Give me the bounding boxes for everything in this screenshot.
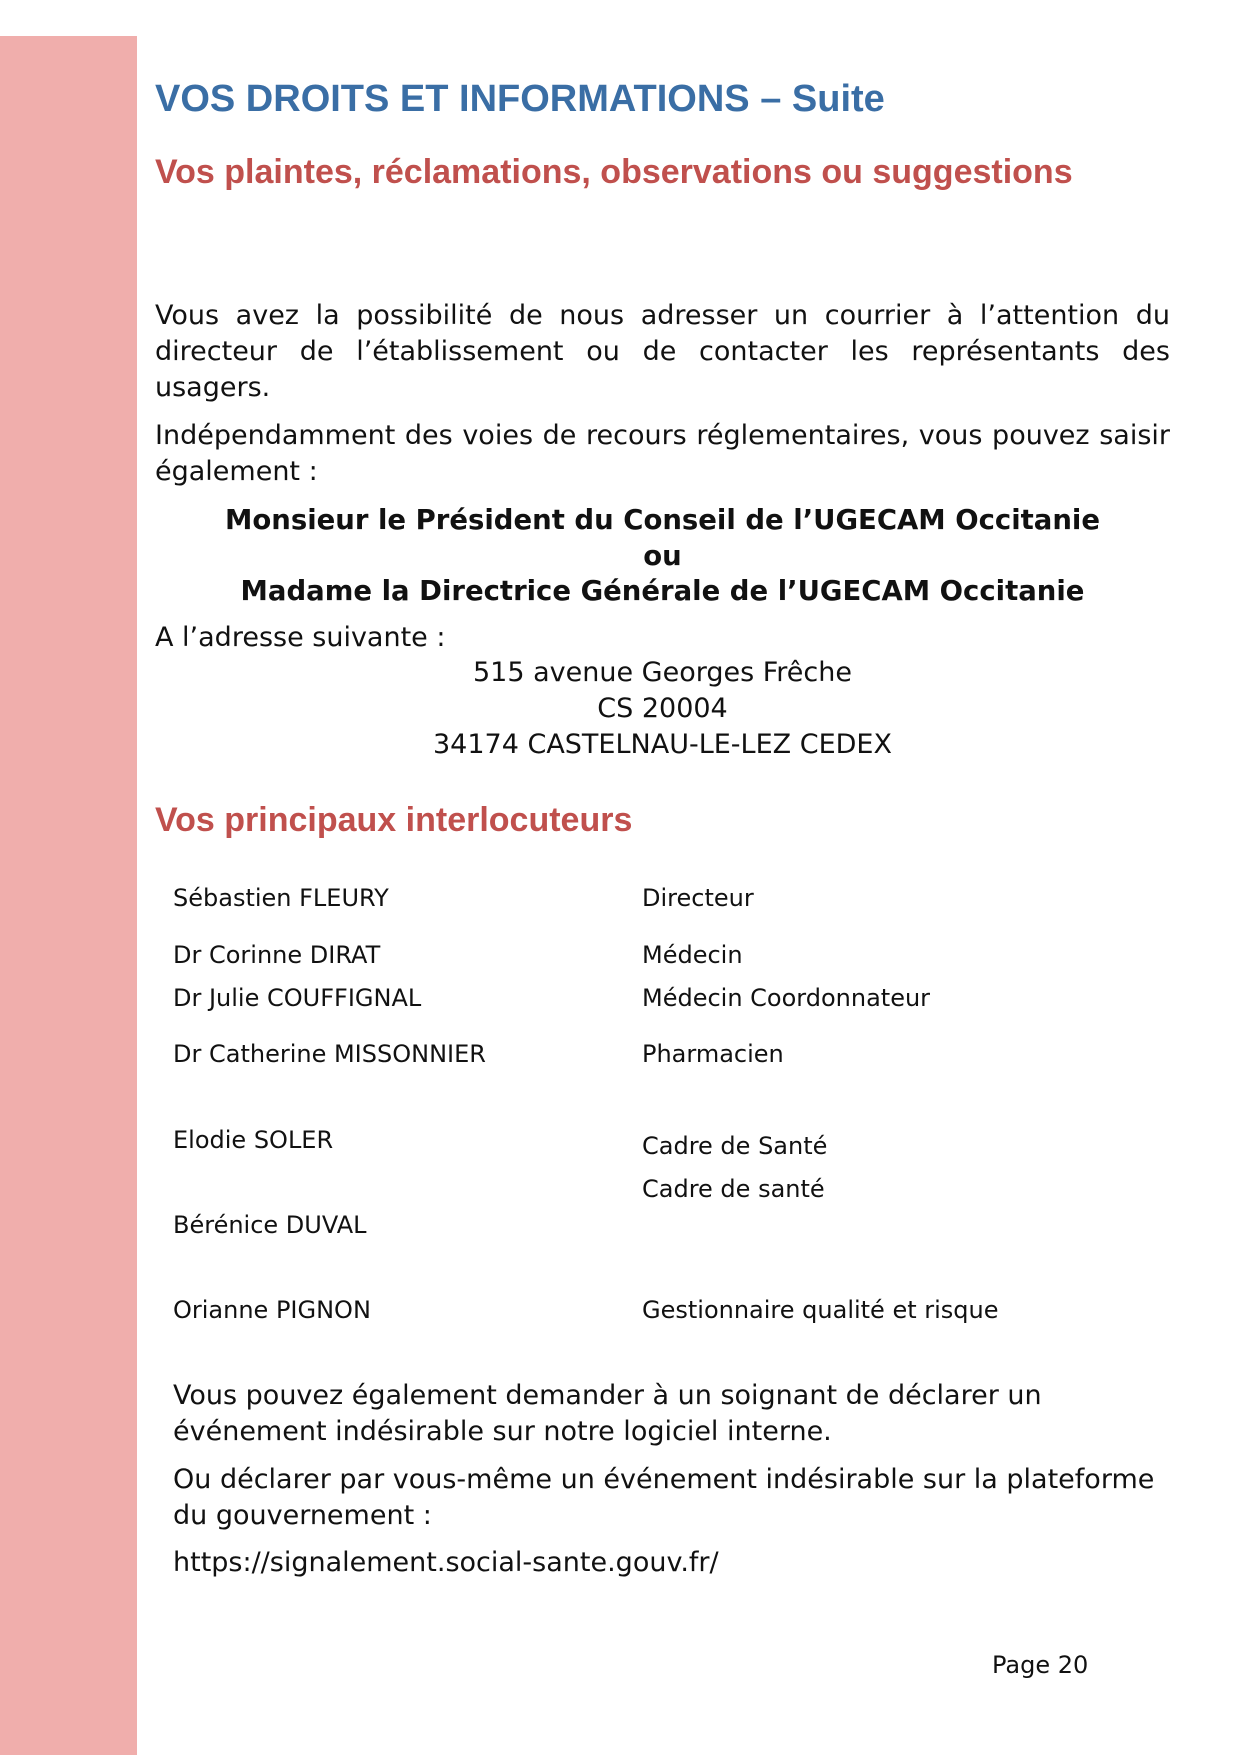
decorative-side-band (0, 36, 137, 1755)
contact-name: Dr Catherine MISSONNIER (173, 1040, 486, 1068)
contact-role: Cadre de Santé (642, 1132, 828, 1160)
contact-role: Pharmacien (642, 1040, 784, 1068)
contact-name: Dr Julie COUFFIGNAL (173, 984, 422, 1012)
complaints-recours: Indépendamment des voies de recours réglementaires, vous pouvez saisir également : (155, 420, 1170, 487)
complaints-intro: Vous avez la possibilité de nous adresser un courrier à l’attention du directeur de l’établissement ou de contacter les représentants des usagers. (155, 300, 1170, 403)
address-cs: CS 20004 (597, 693, 728, 724)
contact-name: Dr Corinne DIRAT (173, 941, 381, 969)
address-street: 515 avenue Georges Frêche (472, 657, 852, 688)
page-number: Page 20 (992, 1651, 1089, 1679)
incident-platform-url: https://signalement.social-sante.gouv.fr/ (173, 1547, 719, 1578)
contact-role: Médecin (642, 941, 743, 969)
contact-name: Elodie SOLER (173, 1126, 334, 1154)
incident-internal-text: Vous pouvez également demander à un soignant de déclarer un événement indésirable sur notre logiciel interne. (173, 1380, 1042, 1447)
contact-role: Médecin Coordonnateur (642, 984, 931, 1012)
contact-role: Gestionnaire qualité et risque (642, 1296, 999, 1324)
address-label: A l’adresse suivante : (155, 622, 446, 653)
contact-role: Cadre de santé (642, 1175, 825, 1203)
contact-name: Sébastien FLEURY (173, 884, 389, 912)
contacts-heading: Vos principaux interlocuteurs (155, 801, 633, 839)
complaints-heading: Vos plaintes, réclamations, observations ou suggestions (155, 153, 1073, 191)
recipient-director: Madame la Directrice Générale de l’UGECAM Occitanie (240, 575, 1085, 607)
contact-name: Orianne PIGNON (173, 1296, 371, 1324)
contact-role: Directeur (642, 884, 754, 912)
address-city: 34174 CASTELNAU-LE-LEZ CEDEX (433, 729, 892, 760)
recipient-or: ou (643, 540, 682, 572)
recipient-president: Monsieur le Président du Conseil de l’UGECAM Occitanie (224, 504, 1101, 536)
page-title: VOS DROITS ET INFORMATIONS – Suite (155, 78, 885, 120)
contact-name: Bérénice DUVAL (173, 1211, 367, 1239)
incident-platform-text: Ou déclarer par vous-même un événement indésirable sur la plateforme du gouvernement : (173, 1464, 1155, 1531)
